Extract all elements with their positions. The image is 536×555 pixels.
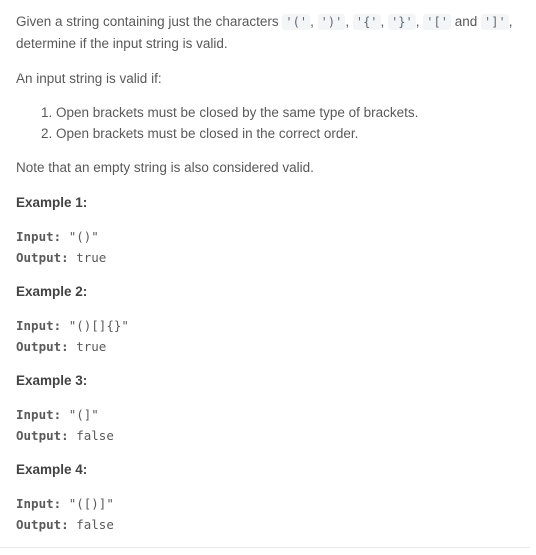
example-output-line [16,514,526,535]
char-close-paren: ')' [318,14,346,30]
char-open-bracket: '[' [423,14,451,30]
rules-list [16,102,526,144]
problem-intro [16,0,526,55]
empty-string-note: Note that an empty string is also considered valid. [16,160,314,175]
example-2 [16,281,526,357]
example-output-line [16,336,526,357]
input-label: Input: [16,496,62,511]
example-input-value: "(]" [68,407,99,422]
rule-item: 2. Open brackets must be closed in the correct order. [56,123,526,144]
separator: , [345,14,350,29]
separator: , [310,14,314,29]
example-output-value: false [76,517,114,532]
example-title: Example 4: [16,462,88,477]
example-title: Example 3: [16,373,88,388]
example-input-value: "()[]{}" [68,318,129,333]
example-code-block [16,404,526,446]
example-output-line [16,425,526,446]
example-input-line [16,226,526,247]
example-4 [16,459,526,535]
example-title: Example 2: [16,284,88,299]
example-code-block [16,315,526,357]
example-code-block [16,226,526,268]
separator: , [415,14,420,29]
separator: , [380,14,385,29]
example-output-value: true [76,339,107,354]
divider [0,547,530,548]
intro-and: and [454,14,478,29]
output-label: Output: [16,339,69,354]
char-close-brace: '}' [388,14,416,30]
output-label: Output: [16,428,69,443]
char-open-paren: '(' [282,14,310,30]
example-input-line [16,493,526,514]
intro-text-after: , determine if the input string is valid. [16,14,513,51]
intro-text-before: Given a string containing just the characters [16,14,279,29]
valid-if-heading: An input string is valid if: [16,71,162,86]
char-open-brace: '{' [353,14,381,30]
example-input-line [16,315,526,336]
example-input-value: "()" [68,229,99,244]
example-output-value: true [76,250,107,265]
char-close-bracket: ']' [481,14,509,30]
input-label: Input: [16,318,62,333]
example-title: Example 1: [16,195,88,210]
input-label: Input: [16,229,62,244]
example-1 [16,192,526,268]
example-input-line [16,404,526,425]
example-output-value: false [76,428,114,443]
output-label: Output: [16,517,69,532]
rule-item: 1. Open brackets must be closed by the same type of brackets. [56,102,526,123]
example-3 [16,370,526,446]
example-output-line [16,247,526,268]
problem-description [16,0,526,535]
input-label: Input: [16,407,62,422]
example-input-value: "([)]" [68,496,114,511]
output-label: Output: [16,250,69,265]
example-code-block [16,493,526,535]
